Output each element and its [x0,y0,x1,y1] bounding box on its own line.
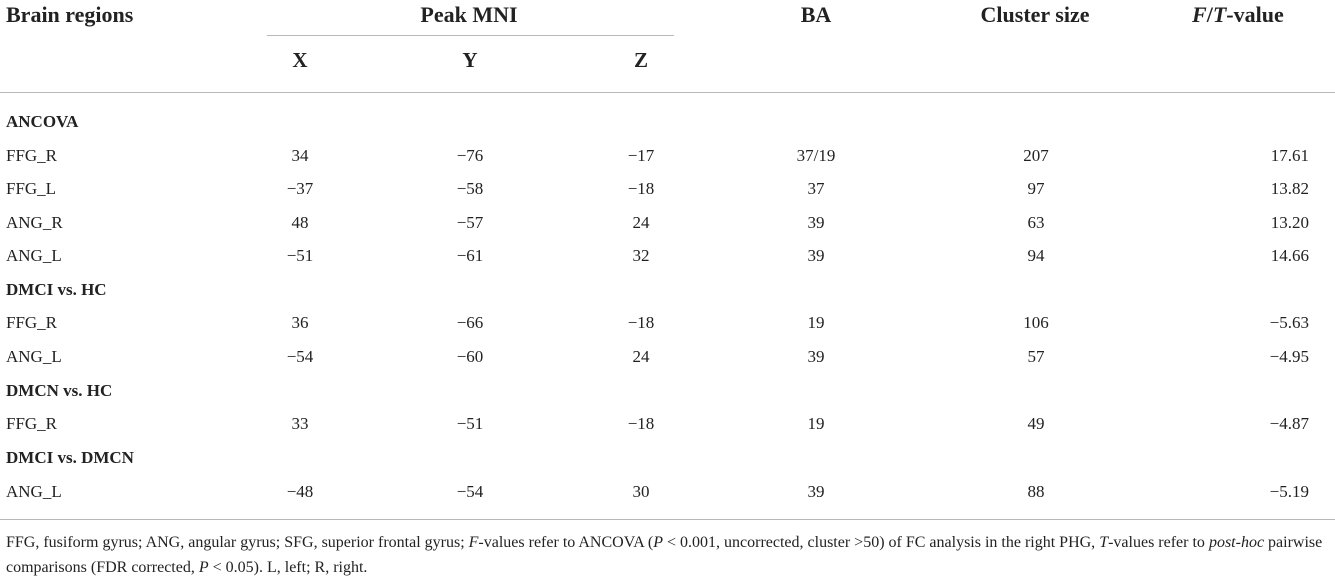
cell-ba: 39 [807,482,825,501]
cell-region: ANG_R [6,213,63,232]
cell-cluster-size: 49 [1027,414,1045,433]
table-footnote [6,530,1331,580]
cell-y: −54 [456,482,484,501]
cell-region: FFG_R [6,414,58,433]
cell-cluster-size: 97 [1027,179,1045,198]
table-row [0,312,1335,334]
cell-z: −18 [627,313,655,332]
cell-y: −60 [456,347,484,366]
cell-ba: 19 [807,313,825,332]
cell-y: −58 [456,179,484,198]
cell-x: −51 [286,246,314,265]
table-row [0,346,1335,368]
footnote-text: -values refer to ANCOVA ( [478,534,654,551]
footnote-text: < 0.001, uncorrected, cluster >50) of FC analysis in the right PHG, [662,534,1100,551]
cell-x: −48 [286,482,314,501]
cell-z: 30 [632,482,650,501]
header-divider [0,92,1335,93]
footnote-p-symbol: P [198,559,209,576]
peak-mni-underline [267,35,674,36]
cell-z: 32 [632,246,650,265]
section-title: ANCOVA [6,112,79,131]
cell-y: −57 [456,213,484,232]
footnote-text: < 0.05). L, left; R, right. [208,559,368,576]
cell-x: 36 [291,313,309,332]
section-title: DMCN vs. HC [6,381,113,400]
cell-cluster-size: 207 [1023,146,1049,165]
footnote-p-symbol: P [653,534,663,551]
section-title: DMCI vs. HC [6,280,107,299]
cell-region: ANG_L [6,482,62,501]
f-symbol: F [1192,2,1207,27]
cell-x: −37 [286,179,314,198]
slash: / [1206,2,1213,27]
col-header-peak-mni: Peak MNI [420,2,518,27]
cell-region: FFG_L [6,179,57,198]
cell-z: −17 [627,146,655,165]
cell-region: FFG_R [6,313,58,332]
table-row [0,481,1335,503]
cell-value: −4.95 [1269,347,1309,366]
footnote-text: -values refer to [1108,534,1209,551]
cell-value: −5.63 [1269,313,1309,332]
cell-x: −54 [286,347,314,366]
cell-x: 34 [291,146,309,165]
col-header-cluster-size: Cluster size [980,2,1090,27]
cell-ba: 37 [807,179,825,198]
col-header-z: Z [633,48,649,72]
table-row [0,245,1335,267]
cell-value: 13.82 [1270,179,1309,198]
table-row [0,145,1335,167]
footnote-text: FFG, fusiform gyrus; ANG, angular gyrus; SFG, superior frontal gyrus; [6,534,469,551]
cell-y: −61 [456,246,484,265]
cell-cluster-size: 57 [1027,347,1045,366]
cell-cluster-size: 94 [1027,246,1045,265]
col-header-ba: BA [800,2,832,27]
cell-ba: 37/19 [796,146,836,165]
cell-cluster-size: 106 [1023,313,1049,332]
footnote-text: pairwise comparisons (FDR corrected, [6,534,1323,576]
footnote-f-symbol: F [468,534,479,551]
cell-value: −4.87 [1269,414,1309,433]
cell-value: 14.66 [1270,246,1309,265]
cell-region: ANG_L [6,347,62,366]
col-header-f-t-value [1192,2,1284,28]
footnote-t-symbol: T [1099,534,1109,551]
cell-x: 48 [291,213,309,232]
value-suffix: -value [1226,2,1284,27]
table-row [0,178,1335,200]
cell-z: −18 [627,179,655,198]
cell-value: 17.61 [1270,146,1309,165]
cell-z: −18 [627,414,655,433]
cell-y: −66 [456,313,484,332]
col-header-brain-regions: Brain regions [6,2,134,27]
t-symbol: T [1212,2,1227,27]
cell-ba: 19 [807,414,825,433]
cell-ba: 39 [807,213,825,232]
col-header-y: Y [462,48,478,72]
footnote-posthoc: post-hoc [1208,534,1265,551]
cell-y: −51 [456,414,484,433]
table-bottom-divider [0,519,1335,520]
cell-z: 24 [632,347,650,366]
cell-ba: 39 [807,347,825,366]
table-row [0,413,1335,435]
cell-y: −76 [456,146,484,165]
cell-ba: 39 [807,246,825,265]
cell-value: 13.20 [1270,213,1309,232]
cell-value: −5.19 [1269,482,1309,501]
cell-region: ANG_L [6,246,62,265]
cell-cluster-size: 88 [1027,482,1045,501]
cell-x: 33 [291,414,309,433]
section-title: DMCI vs. DMCN [6,448,134,467]
cell-region: FFG_R [6,146,58,165]
table-row [0,212,1335,234]
col-header-x: X [292,48,308,72]
cell-cluster-size: 63 [1027,213,1045,232]
cell-z: 24 [632,213,650,232]
